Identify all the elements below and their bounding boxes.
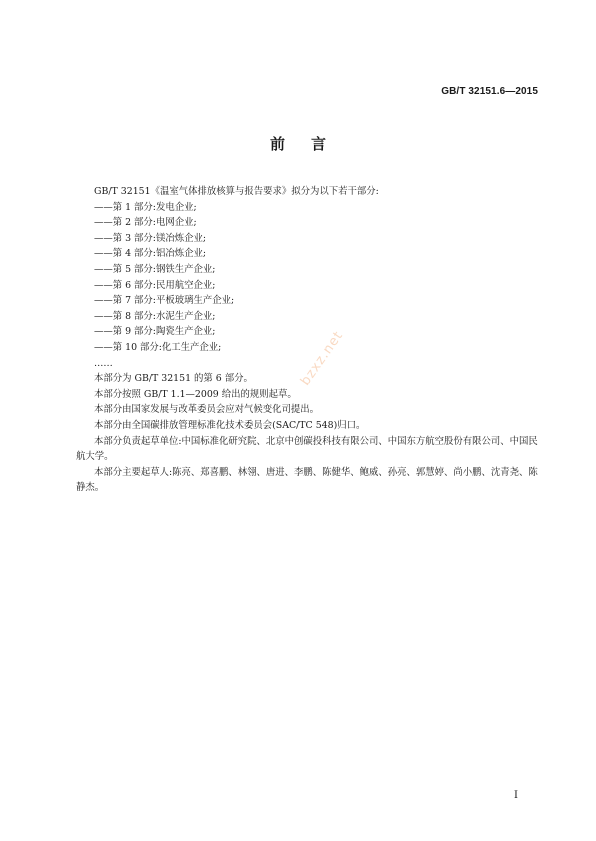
list-item: ——第 8 部分:水泥生产企业; — [94, 310, 216, 322]
paragraph-technical-committee: 本部分由全国碳排放管理标准化技术委员会(SAC/TC 548)归口。 — [94, 419, 366, 431]
paragraph-drafting-rules: 本部分按照 GB/T 1.1—2009 给出的规则起草。 — [94, 388, 297, 400]
watermark-text: bzxz.net — [298, 328, 347, 389]
intro-text: GB/T 32151《温室气体排放核算与报告要求》拟分为以下若干部分: — [94, 186, 379, 197]
list-item: ——第 5 部分:钢铁生产企业; — [94, 263, 216, 275]
list-item: ——第 1 部分:发电企业; — [94, 201, 197, 213]
paragraph-proposer: 本部分由国家发展与改革委员会应对气候变化司提出。 — [94, 404, 320, 416]
list-item: ——第 4 部分:铝冶炼企业; — [94, 248, 206, 260]
paragraph-part-number: 本部分为 GB/T 32151 的第 6 部分。 — [94, 373, 253, 385]
standard-code-header: GB/T 32151.6—2015 — [441, 86, 538, 97]
paragraph-drafting-units: 本部分负责起草单位:中国标准化研究院、北京中创碳投科技有限公司、中国东方航空股份有限公司、中国民航大学。 — [76, 435, 538, 463]
page-number: I — [514, 790, 518, 801]
list-item: ——第 3 部分:镁冶炼企业; — [94, 232, 206, 244]
page-title: 前言 — [269, 135, 352, 153]
list-item: ——第 9 部分:陶瓷生产企业; — [94, 326, 216, 338]
list-item: ——第 7 部分:平板玻璃生产企业; — [94, 295, 235, 307]
list-item: ——第 10 部分:化工生产企业; — [94, 341, 222, 353]
paragraph-drafters: 本部分主要起草人:陈亮、郑喜鹏、林翎、唐进、李鹏、陈健华、鲍威、孙亮、郭慧婷、尚小鹏、沈青尧、陈静杰。 — [76, 466, 538, 494]
parts-list — [76, 200, 546, 372]
list-item: ——第 2 部分:电网企业; — [94, 217, 197, 229]
foreword-body — [76, 184, 546, 496]
list-ellipsis: …… — [94, 357, 113, 369]
list-item: ——第 6 部分:民用航空企业; — [94, 279, 216, 291]
